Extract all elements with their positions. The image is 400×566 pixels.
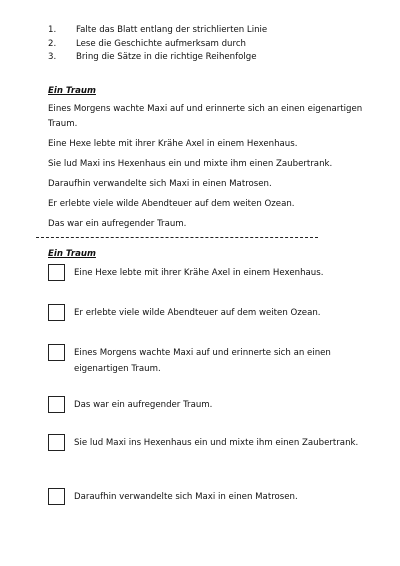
instruction-number: 3. [48, 52, 57, 62]
story-sentence: Daraufhin verwandelte sich Maxi in einen Matrosen. [48, 178, 272, 189]
exercise-sentence: Daraufhin verwandelte sich Maxi in einen Matrosen. [74, 492, 298, 502]
story-sentence: Das war ein aufregender Traum. [48, 218, 187, 229]
order-checkbox[interactable] [48, 488, 65, 505]
exercise-sentence: Sie lud Maxi ins Hexenhaus ein und mixte ihm einen Zaubertrank. [74, 438, 359, 448]
exercise-sentence: Das war ein aufregender Traum. [74, 400, 213, 410]
story-sentence: Er erlebte viele wilde Abendteuer auf dem weiten Ozean. [48, 198, 295, 209]
story-sentence: Sie lud Maxi ins Hexenhaus ein und mixte ihm einen Zaubertrank. [48, 158, 333, 169]
order-checkbox[interactable] [48, 304, 65, 321]
exercise-title: Ein Traum [48, 249, 96, 259]
story-sentence: Eines Morgens wachte Maxi auf und erinnerte sich an einen eigenartigen Traum. [48, 104, 363, 129]
instruction-text: Lese die Geschichte aufmerksam durch [76, 38, 246, 49]
instruction-text: Falte das Blatt entlang der strichlierten Linie [76, 25, 268, 35]
exercise-sentence: Eines Morgens wachte Maxi auf und erinnerte sich an einen eigenartigen Traum. [74, 348, 331, 374]
instruction-number: 2. [48, 38, 57, 49]
instruction-number: 1. [48, 25, 57, 35]
order-checkbox[interactable] [48, 264, 65, 281]
exercise-sentence: Er erlebte viele wilde Abendteuer auf dem weiten Ozean. [74, 308, 321, 318]
story-sentence: Eine Hexe lebte mit ihrer Krähe Axel in einem Hexenhaus. [48, 138, 298, 149]
exercise-sentence: Eine Hexe lebte mit ihrer Krähe Axel in einem Hexenhaus. [74, 268, 324, 278]
story-title: Ein Traum [48, 86, 96, 96]
order-checkbox[interactable] [48, 434, 65, 451]
instruction-text: Bring die Sätze in die richtige Reihenfolge [76, 52, 257, 62]
order-checkbox[interactable] [48, 344, 65, 361]
order-checkbox[interactable] [48, 396, 65, 413]
